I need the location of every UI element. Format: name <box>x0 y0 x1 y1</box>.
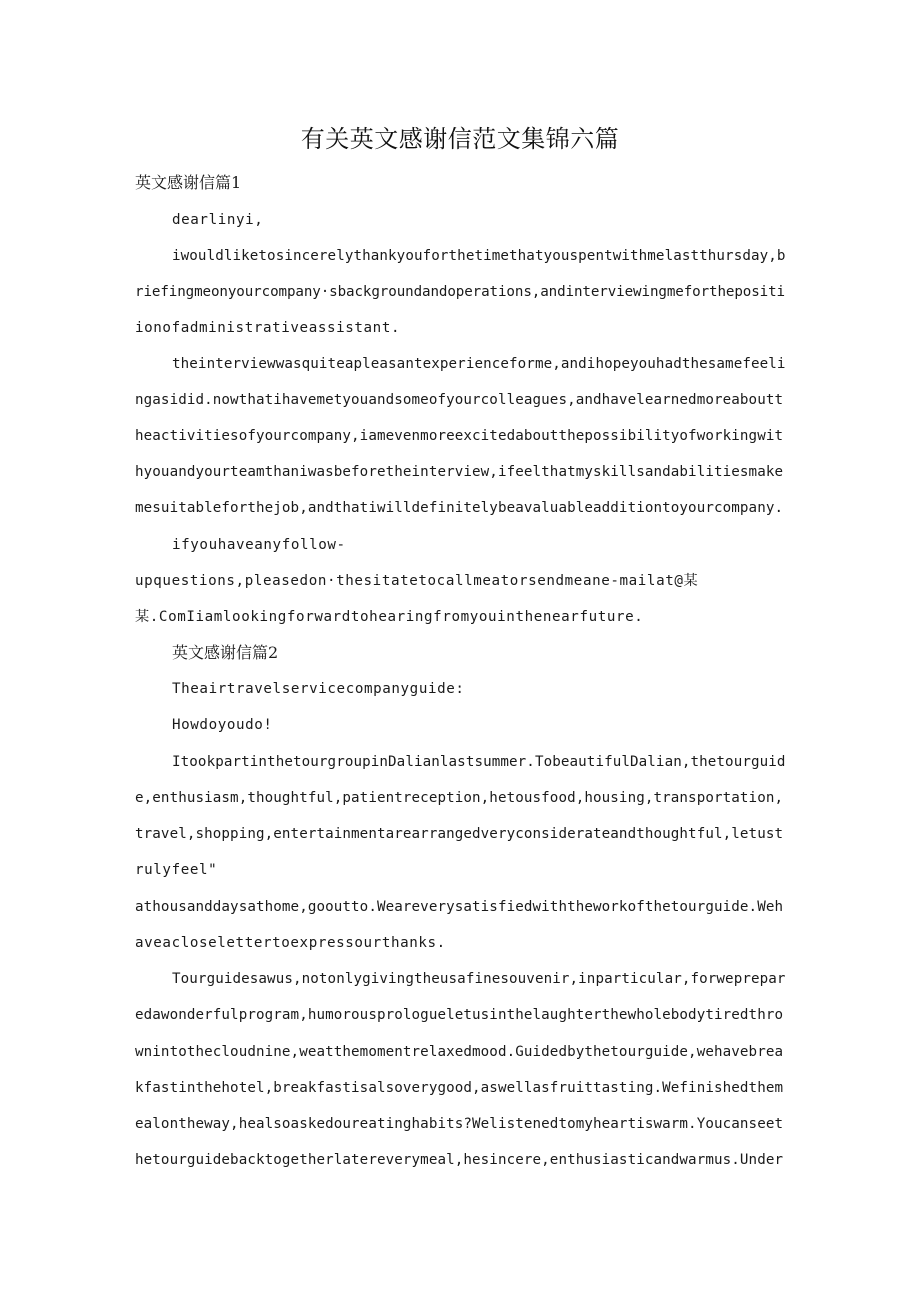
paragraph-line: Tourguidesawus,notonlygivingtheusafinesouvenir,inparticular,forweprepar <box>172 971 786 987</box>
section-heading: 英文感谢信篇2 <box>172 643 279 662</box>
paragraph-line: iwouldliketosincerelythankyouforthetimethatyouspentwithmelastthursday,b <box>172 248 786 264</box>
paragraph-line: upquestions,pleasedon·thesitatetocallmeatorsendmeane-mailat@某 <box>135 573 699 589</box>
paragraph-line: theinterviewwasquiteapleasantexperienceforme,andihopeyouhadthesamefeeli <box>172 356 786 372</box>
paragraph-line: ionofadministrativeassistant. <box>135 320 401 336</box>
paragraph-line: ealontheway,healsoaskedoureatinghabits?Welistenedtomyheartiswarm.Youcanseet <box>135 1116 784 1132</box>
paragraph-line: travel,shopping,entertainmentarearrangedveryconsiderateandthoughtful,letust <box>135 826 784 842</box>
paragraph-line: kfastinthehotel,breakfastisalsoverygood,aswellasfruittasting.Wefinishedthem <box>135 1080 784 1096</box>
paragraph-line: hyouandyourteamthaniwasbeforetheinterview,ifeelthatmyskillsandabilitiesmake <box>135 464 784 480</box>
paragraph-line: aveacloselettertoexpressourthanks. <box>135 935 446 951</box>
paragraph-line: edawonderfulprogram,humorousprologueletusinthelaughterthewholebodytiredthro <box>135 1007 784 1023</box>
paragraph-line: wnintothecloudnine,weatthemomentrelaxedmood.Guidedbythetourguide,wehavebrea <box>135 1044 784 1060</box>
paragraph-line: ifyouhaveanyfollow- <box>172 537 346 553</box>
paragraph-line: 某.ComIiamlookingforwardtohearingfromyouinthenearfuture. <box>135 609 644 625</box>
paragraph-line: heactivitiesofyourcompany,iamevenmoreexcitedaboutthepossibilityofworkingwit <box>135 428 784 444</box>
paragraph-line: e,enthusiasm,thoughtful,patientreception,hetousfood,housing,transportation, <box>135 790 784 806</box>
section-heading: 英文感谢信篇1 <box>135 173 242 192</box>
document-title: 有关英文感谢信范文集锦六篇 <box>300 125 620 153</box>
paragraph-line: Howdoyoudo! <box>172 717 273 733</box>
paragraph-line: Theairtravelservicecompanyguide: <box>172 681 465 697</box>
paragraph-line: ItookpartinthetourgroupinDalianlastsummer.TobeautifulDalian,thetourguid <box>172 754 786 770</box>
paragraph-line: rulyfeel" <box>135 862 218 878</box>
paragraph-line: mesuitableforthejob,andthatiwilldefinitelybeavaluableadditiontoyourcompany. <box>135 500 784 516</box>
paragraph-line: hetourguidebacktogetherlatereverymeal,hesincere,enthusiasticandwarmus.Under <box>135 1152 784 1168</box>
paragraph-line: ngasidid.nowthatihavemetyouandsomeofyourcolleagues,andhavelearnedmoreaboutt <box>135 392 784 408</box>
paragraph-line: athousanddaysathome,goouttо.Weareverysatisfiedwiththeworkofthetourguide.Weh <box>135 899 784 915</box>
paragraph-line: riefingmeonyourcompany·sbackgroundandoperations,andinterviewingmeforthepositi <box>135 284 786 300</box>
paragraph-line: dearlinyi, <box>172 212 264 228</box>
